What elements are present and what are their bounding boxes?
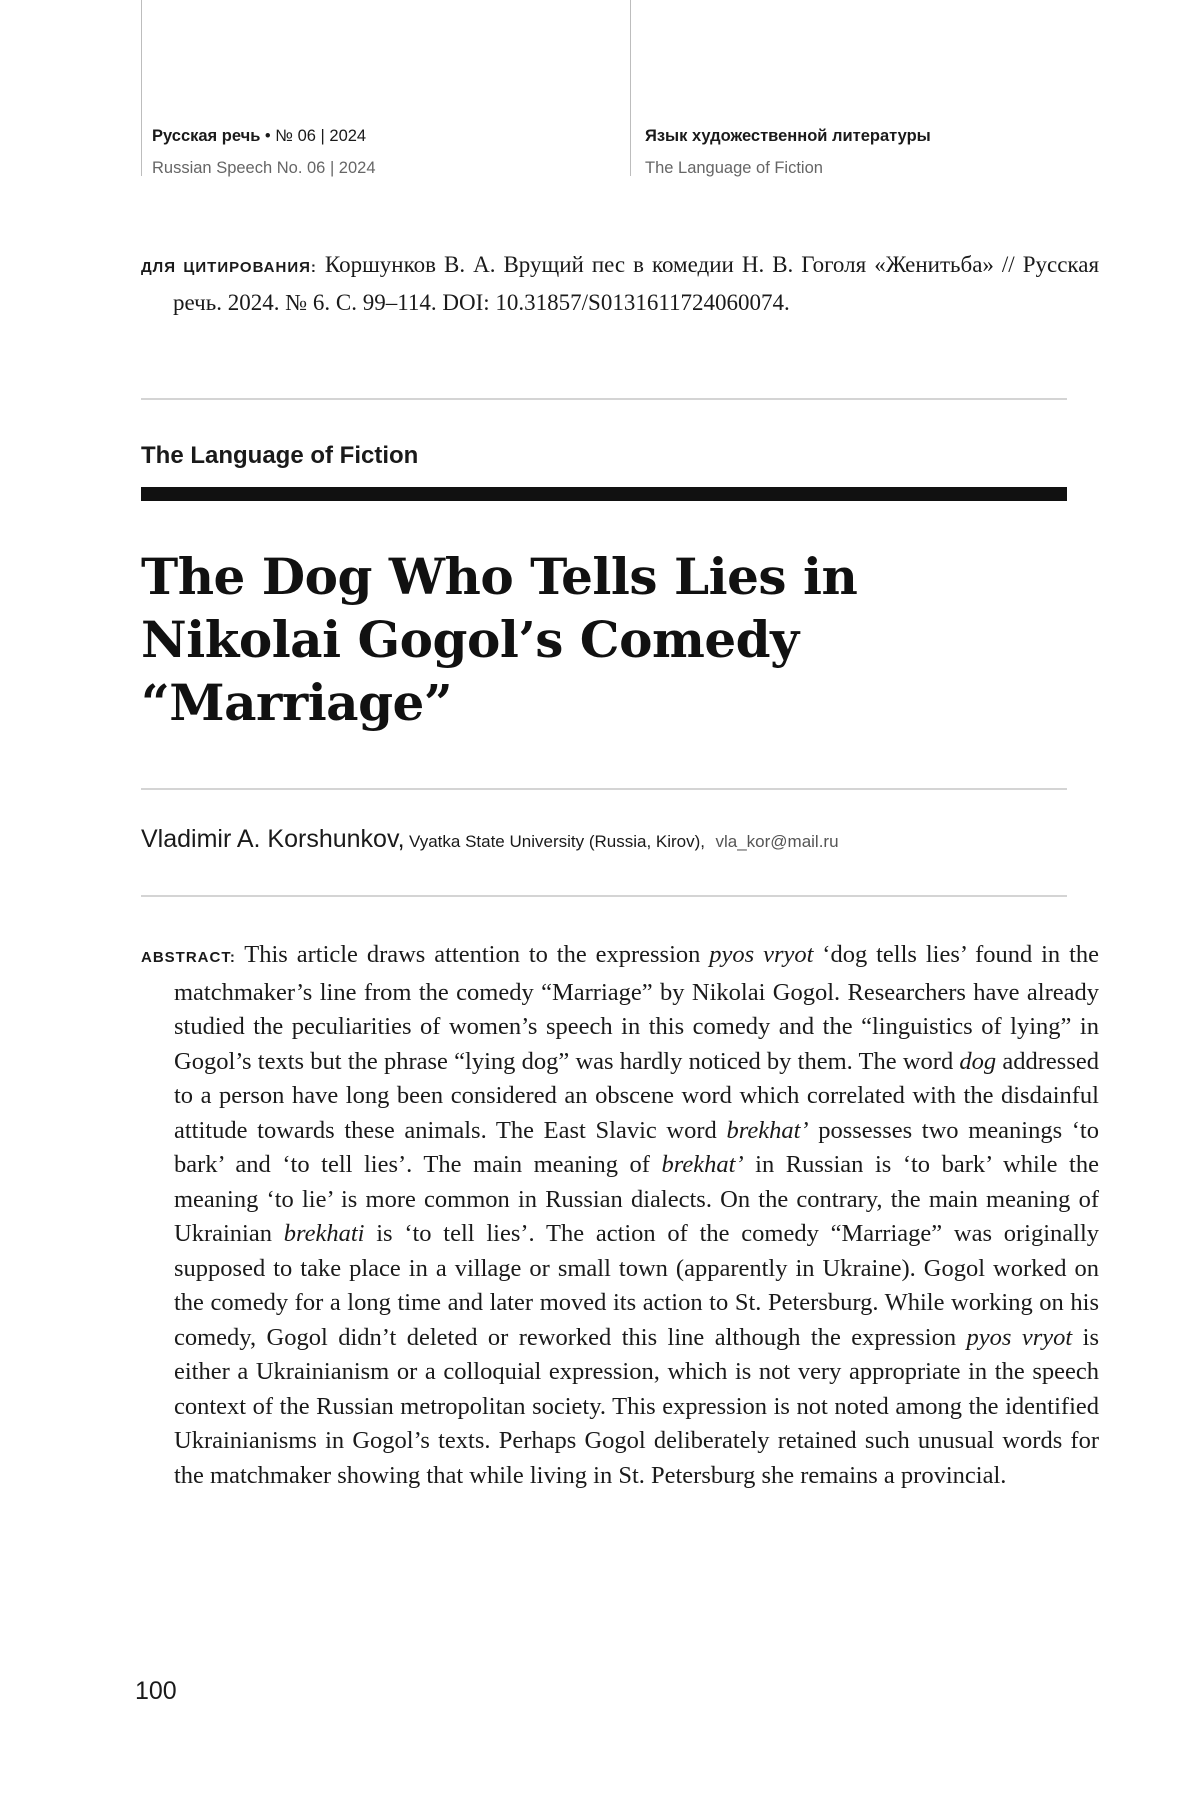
section-heading: The Language of Fiction bbox=[141, 442, 419, 469]
abstract-term: brekhat’ bbox=[726, 1116, 809, 1144]
abstract-term: brekhati bbox=[283, 1220, 365, 1247]
citation-label: ДЛЯ ЦИТИРОВАНИЯ: bbox=[141, 259, 317, 276]
abstract-run: possesses two meanings ‘to bark’ and ‘to tell lies’. The main meaning of bbox=[174, 1116, 1099, 1178]
author-email[interactable]: vla_kor@mail.ru bbox=[715, 832, 839, 851]
issue-ru: № 06 | 2024 bbox=[275, 127, 367, 145]
journal-name-ru: Русская речь bbox=[152, 127, 261, 145]
author-affiliation: Vyatka State University (Russia, Kirov), bbox=[409, 832, 706, 851]
header-divider-right bbox=[630, 0, 631, 176]
abstract-run: addressed to a person have long been considered an obscene word which correlated with the disdainful attitude towards these animals. The East Slavic word bbox=[174, 1047, 1099, 1144]
abstract-run: This article draws attention to the expression bbox=[244, 941, 710, 968]
abstract-run: is ‘to tell lies’. The action of the comedy “Marriage” was originally supposed to take place in a village or small town (apparently in Ukraine). Gogol worked on the comedy for a long time and later moved its action to St. Petersburg. While working on his comedy, Gogol didn’t deleted or reworked this line although the expression bbox=[174, 1220, 1099, 1351]
abstract-run: in Russian is ‘to bark’ while the meaning ‘to lie’ is more common in Russian dialects. On the contrary, the main meaning of Ukrainian bbox=[174, 1151, 1099, 1247]
header-divider-left bbox=[141, 0, 142, 176]
citation-text: Коршунков В. А. Врущий пес в комедии Н. В. Гоголя «Женитьба» // Русская речь. 2024. № 6. С. 99–114. DOI: 10.31857/S0131611724060074. bbox=[173, 252, 1100, 315]
journal-name-en: Russian Speech No. 06 | 2024 bbox=[152, 159, 376, 177]
divider bbox=[141, 788, 1067, 790]
abstract-term: dog bbox=[959, 1047, 997, 1075]
section-rule bbox=[141, 487, 1067, 501]
author-line bbox=[141, 825, 839, 854]
divider bbox=[141, 398, 1067, 400]
divider bbox=[141, 895, 1067, 897]
running-header-right bbox=[645, 126, 931, 178]
abstract-run: is either a Ukrainianism or a colloquial expression, which is not very appropriate in the speech context of the Russian metropolitan society. This expression is not noted among the identified Ukrainianisms in Gogol’s texts. Perhaps Gogol deliberately retained such unusual words for the matchmaker showing that while living in St. Petersburg she remains a provincial. bbox=[174, 1323, 1100, 1489]
page-number: 100 bbox=[135, 1677, 177, 1705]
abstract-text bbox=[174, 941, 1099, 1489]
abstract-term: brekhat’ bbox=[661, 1151, 744, 1178]
author-name: Vladimir A. Korshunkov, bbox=[141, 825, 405, 853]
citation-block bbox=[141, 247, 1099, 320]
abstract-label: ABSTRACT: bbox=[141, 949, 236, 966]
abstract-term: pyos vryot bbox=[709, 941, 814, 968]
running-header-left: Русская речь • № 06 | 2024 Russian Speech No. 06 | 2024 bbox=[152, 127, 376, 177]
article-title: The Dog Who Tells Lies in Nikolai Gogol’s Comedy “Marriage” bbox=[141, 547, 858, 732]
abstract-term: pyos vryot bbox=[966, 1323, 1073, 1351]
abstract-block bbox=[141, 938, 1099, 1493]
section-name-en: The Language of Fiction bbox=[645, 159, 823, 177]
abstract-run: ‘dog tells lies’ found in the matchmaker’s line from the comedy “Marriage” by Nikolai Gogol. Researchers have already studied the peculiarities of women’s speech in this comedy and the “linguistics of lying” in Gogol’s texts but the phrase “lying dog” was hardly noticed by them. The word bbox=[174, 941, 1100, 1075]
section-name-ru: Язык художественной литературы bbox=[645, 127, 931, 145]
